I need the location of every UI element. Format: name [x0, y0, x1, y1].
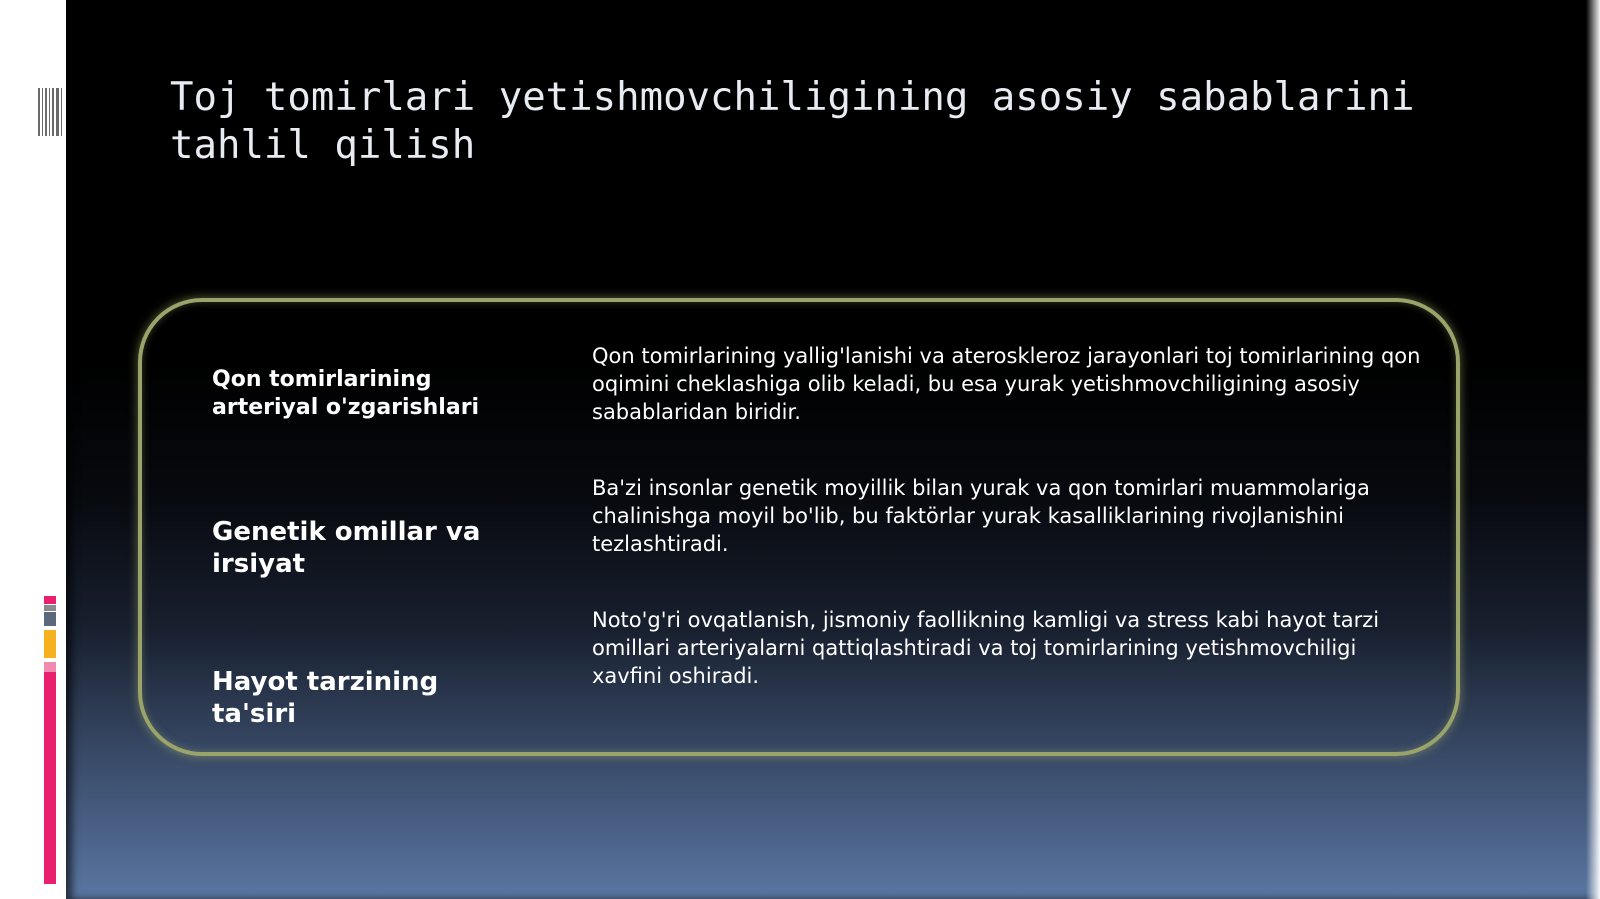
accent-bar-pink-top — [44, 596, 56, 604]
left-decorative-strip — [0, 0, 66, 899]
row-description-lifestyle: Noto'g'ri ovqatlanish, jismoniy faollikning kamligi va stress kabi hayot tarzi omillari arteriyalarni qattiqlashtiradi va toj tomirlarining yetishmovchiligi xavfini oshiradi. — [592, 608, 1380, 688]
row-label-arterial-changes: Qon tomirlarining arteriyal o'zgarishlari — [212, 367, 480, 420]
accent-bar-pink — [44, 672, 56, 884]
row-description-arterial-changes: Qon tomirlarining yallig'lanishi va ateroskleroz jarayonlari toj tomirlarining qon oqimini cheklashiga olib keladi, bu esa yurak yetishmovchiligining asosiy sabablaridan biridir. — [592, 344, 1421, 424]
row-description-genetic-factors: Ba'zi insonlar genetik moyillik bilan yurak va qon tomirlari muammolariga chalinishga moyil bo'lib, bu faktörlar yurak kasalliklarining rivojlanishini tezlashtiradi. — [592, 476, 1370, 556]
barcode-icon — [38, 88, 62, 136]
accent-bar-light-pink — [44, 662, 56, 672]
accent-bar-yellow — [44, 630, 56, 658]
accent-bar-gray — [44, 605, 56, 611]
accent-bar-slate — [44, 612, 56, 626]
row-label-genetic-factors: Genetik omillar va irsiyat — [212, 517, 481, 579]
right-edge-glow — [1586, 0, 1600, 899]
slide-title: Toj tomirlari yetishmovchiligining asosiy sabablarini tahlil qilish — [170, 75, 1415, 168]
row-label-lifestyle: Hayot tarzining ta'siri — [212, 667, 439, 729]
